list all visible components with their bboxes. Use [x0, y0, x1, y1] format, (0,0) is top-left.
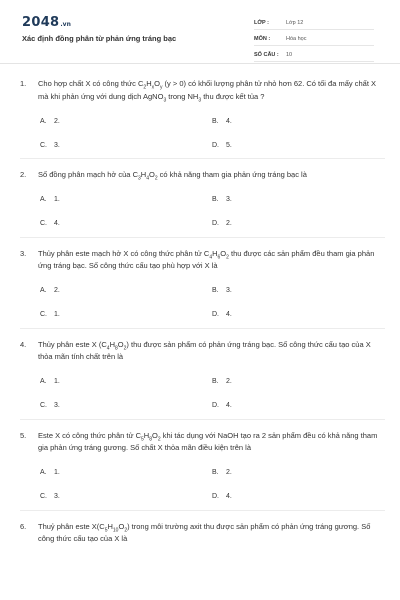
question-text-part: Số đồng phân mạch hở của C	[38, 170, 138, 179]
question-text-part: O	[220, 248, 227, 258]
page-header	[0, 0, 400, 60]
question-text-part: Cho hợp chất X có công thức C	[38, 79, 144, 88]
option-letter: D.	[212, 402, 219, 409]
question-text-part: O	[118, 521, 125, 531]
formula-subscript: 5	[104, 527, 108, 533]
option-text: 4.	[226, 311, 232, 318]
option-row	[40, 109, 385, 133]
answer-option[interactable]	[40, 311, 212, 318]
option-text: 2.	[54, 287, 60, 294]
option-letter: B.	[212, 378, 219, 385]
answer-option[interactable]	[212, 142, 384, 149]
formula-subscript: 2	[154, 175, 158, 182]
question-number: 1.	[20, 79, 27, 88]
option-letter: A.	[40, 378, 47, 385]
question-text-part: H	[143, 430, 150, 440]
answer-option[interactable]	[212, 287, 384, 294]
formula-subscript: 8	[115, 345, 118, 351]
question-item	[20, 78, 385, 159]
option-letter: A.	[40, 287, 47, 294]
option-text: 4.	[226, 117, 232, 125]
option-letter: C.	[40, 141, 47, 149]
option-letter: C.	[40, 493, 47, 500]
option-text: 3.	[54, 141, 60, 149]
question-text	[38, 339, 385, 364]
question-separator	[20, 328, 385, 329]
question-text-part: khi tác dụng với NaOH tạo ra 2 sản phẩm đều có khả năng tham gia phản ứng tráng gương. Số chất X thỏa mãn điều kiện trên là	[38, 430, 378, 452]
option-text: 2.	[54, 117, 60, 125]
formula-subscript: 2	[124, 527, 128, 533]
formula-subscript: 4	[106, 345, 110, 351]
question-text-part: H	[146, 79, 152, 88]
meta-info	[254, 17, 374, 65]
option-row	[40, 461, 385, 485]
question-text-part: ) trong môi trường axit thu được sản phẩm có phản ứng tráng gương. Số công thức cấu tạo của X là	[38, 521, 371, 543]
question-head	[20, 339, 385, 364]
question-text-part: O	[152, 430, 158, 440]
question-item	[20, 169, 385, 238]
header-divider	[0, 63, 400, 64]
option-text: 1.	[54, 378, 60, 385]
formula-subscript: 3	[198, 97, 202, 103]
question-head	[20, 521, 385, 546]
question-text-part: O	[154, 79, 160, 88]
question-item	[20, 521, 385, 546]
answer-options	[40, 461, 385, 509]
answer-option[interactable]	[40, 402, 212, 409]
question-text-part: thu được kết tủa ?	[201, 91, 265, 101]
option-letter: B.	[212, 469, 219, 476]
formula-subscript: 4	[146, 175, 149, 182]
formula-subscript: 8	[149, 436, 152, 442]
answer-options	[40, 279, 385, 327]
option-letter: A.	[40, 469, 47, 476]
answer-option[interactable]	[40, 493, 212, 500]
answer-option[interactable]	[212, 118, 384, 125]
question-head	[20, 78, 385, 103]
site-logo[interactable]	[22, 15, 71, 30]
question-number: 4.	[20, 339, 27, 349]
question-list	[20, 78, 385, 546]
answer-option[interactable]	[212, 220, 384, 227]
option-text: 4.	[54, 220, 60, 227]
option-text: 1.	[54, 196, 60, 203]
option-row	[40, 188, 385, 212]
formula-subscript: 2	[143, 84, 147, 91]
answer-option[interactable]	[212, 311, 384, 318]
answer-option[interactable]	[40, 118, 212, 125]
option-row	[40, 394, 385, 418]
option-letter: D.	[212, 311, 219, 318]
question-number: 2.	[20, 170, 27, 179]
question-text-part: ) thu được sản phẩm có phản ứng tráng bạc. Số công thức cấu tạo của X thỏa mãn tính chất trên là	[38, 339, 371, 361]
answer-option[interactable]	[40, 196, 212, 203]
option-letter: C.	[40, 220, 47, 227]
option-letter: C.	[40, 311, 47, 318]
option-row	[40, 303, 385, 327]
question-text-part: Thuỷ phân este X(C	[38, 521, 105, 531]
meta-key: SỐ CÂU :	[254, 52, 279, 58]
option-row	[40, 485, 385, 509]
option-text: 4.	[226, 402, 232, 409]
meta-value: Hóa học	[286, 36, 307, 42]
formula-subscript: 6	[217, 254, 221, 260]
logo-text: 2048	[22, 15, 60, 30]
option-row	[40, 212, 385, 236]
option-letter: D.	[212, 141, 219, 149]
option-row	[40, 279, 385, 303]
formula-subscript: 10	[112, 527, 119, 533]
answer-option[interactable]	[40, 287, 212, 294]
option-letter: B.	[212, 287, 219, 294]
option-text: 3.	[54, 402, 60, 409]
option-text: 1.	[54, 311, 60, 318]
question-text-part: trong NH	[166, 91, 199, 101]
question-number: 3.	[20, 248, 27, 258]
formula-subscript: y	[159, 84, 163, 91]
answer-option[interactable]	[212, 378, 384, 385]
question-text	[38, 169, 385, 182]
question-separator	[20, 510, 385, 511]
meta-value: Lớp 12	[286, 20, 304, 26]
formula-subscript: 4	[209, 254, 213, 260]
page-title: Xác định đồng phân từ phản ứng tráng bạc	[22, 34, 177, 43]
question-text-part: Thủy phân este X (C	[38, 339, 107, 349]
option-text: 3.	[226, 196, 232, 203]
option-text: 3.	[54, 493, 60, 500]
option-text: 2.	[226, 220, 232, 227]
option-row	[40, 133, 385, 157]
option-text: 1.	[54, 469, 60, 476]
question-text	[38, 521, 385, 546]
question-text-part: O	[148, 170, 155, 179]
formula-subscript: x	[151, 84, 155, 91]
formula-subscript: 3	[163, 97, 167, 103]
question-head	[20, 248, 385, 273]
option-letter: C.	[40, 402, 47, 409]
option-text: 5.	[226, 141, 232, 149]
option-text: 2.	[226, 469, 232, 476]
formula-subscript: 2	[157, 436, 161, 442]
option-letter: B.	[212, 196, 219, 203]
answer-options	[40, 188, 385, 236]
meta-value: 10	[286, 52, 293, 58]
answer-option[interactable]	[40, 469, 212, 476]
question-text	[38, 248, 385, 273]
option-letter: A.	[40, 196, 47, 203]
question-text	[38, 78, 385, 103]
question-item	[20, 339, 385, 420]
meta-row-class	[254, 17, 374, 30]
option-letter: D.	[212, 493, 219, 500]
question-text-part: (y > 0) có khối lượng phân tử nhỏ hơn 62. Có tối đa mấy chất X mà khi phản ứng với dung dịch AgNO	[38, 79, 377, 101]
question-text-part: thu được các sản phẩm đều tham gia phản ứng tráng bạc. Số công thức cấu tạo phù hợp với X là	[38, 248, 375, 270]
question-separator	[20, 158, 385, 159]
meta-row-subject	[254, 33, 374, 46]
question-text-part: Este X có công thức phân tử C	[38, 430, 142, 440]
formula-subscript: 2	[123, 345, 127, 351]
question-text-part: H	[107, 521, 113, 531]
meta-key: MÔN :	[254, 36, 271, 42]
question-head	[20, 169, 385, 182]
question-text-part: H	[140, 170, 147, 179]
question-text-part: Thủy phân este mạch hở X có công thức phân tử C	[38, 248, 210, 258]
question-text-part: O	[117, 339, 124, 349]
answer-option[interactable]	[40, 378, 212, 385]
answer-option[interactable]	[40, 142, 212, 149]
option-row	[40, 370, 385, 394]
question-number: 5.	[20, 430, 27, 440]
option-letter: D.	[212, 220, 219, 227]
question-item	[20, 248, 385, 329]
option-text: 4.	[226, 493, 232, 500]
answer-option[interactable]	[212, 196, 384, 203]
question-text-part: H	[212, 248, 218, 258]
answer-option[interactable]	[212, 469, 384, 476]
question-separator	[20, 237, 385, 238]
option-text: 2.	[226, 378, 232, 385]
answer-option[interactable]	[40, 220, 212, 227]
answer-options	[40, 370, 385, 418]
formula-subscript: 2	[226, 254, 229, 260]
formula-subscript: 5	[141, 436, 144, 442]
meta-row-count	[254, 49, 374, 62]
question-text-part: H	[109, 339, 115, 349]
option-letter: B.	[212, 117, 219, 125]
question-head	[20, 430, 385, 455]
question-separator	[20, 419, 385, 420]
logo-suffix: .vn	[60, 21, 71, 28]
answer-option[interactable]	[212, 493, 384, 500]
question-text-part: có khả năng tham gia phản ứng tráng bạc là	[157, 170, 307, 179]
answer-option[interactable]	[212, 402, 384, 409]
option-letter: A.	[40, 117, 47, 125]
formula-subscript: 3	[137, 175, 141, 182]
question-number: 6.	[20, 521, 27, 531]
question-item	[20, 430, 385, 511]
option-text: 3.	[226, 287, 232, 294]
answer-options	[40, 109, 385, 157]
meta-key: LỚP :	[254, 20, 269, 26]
question-text	[38, 430, 385, 455]
